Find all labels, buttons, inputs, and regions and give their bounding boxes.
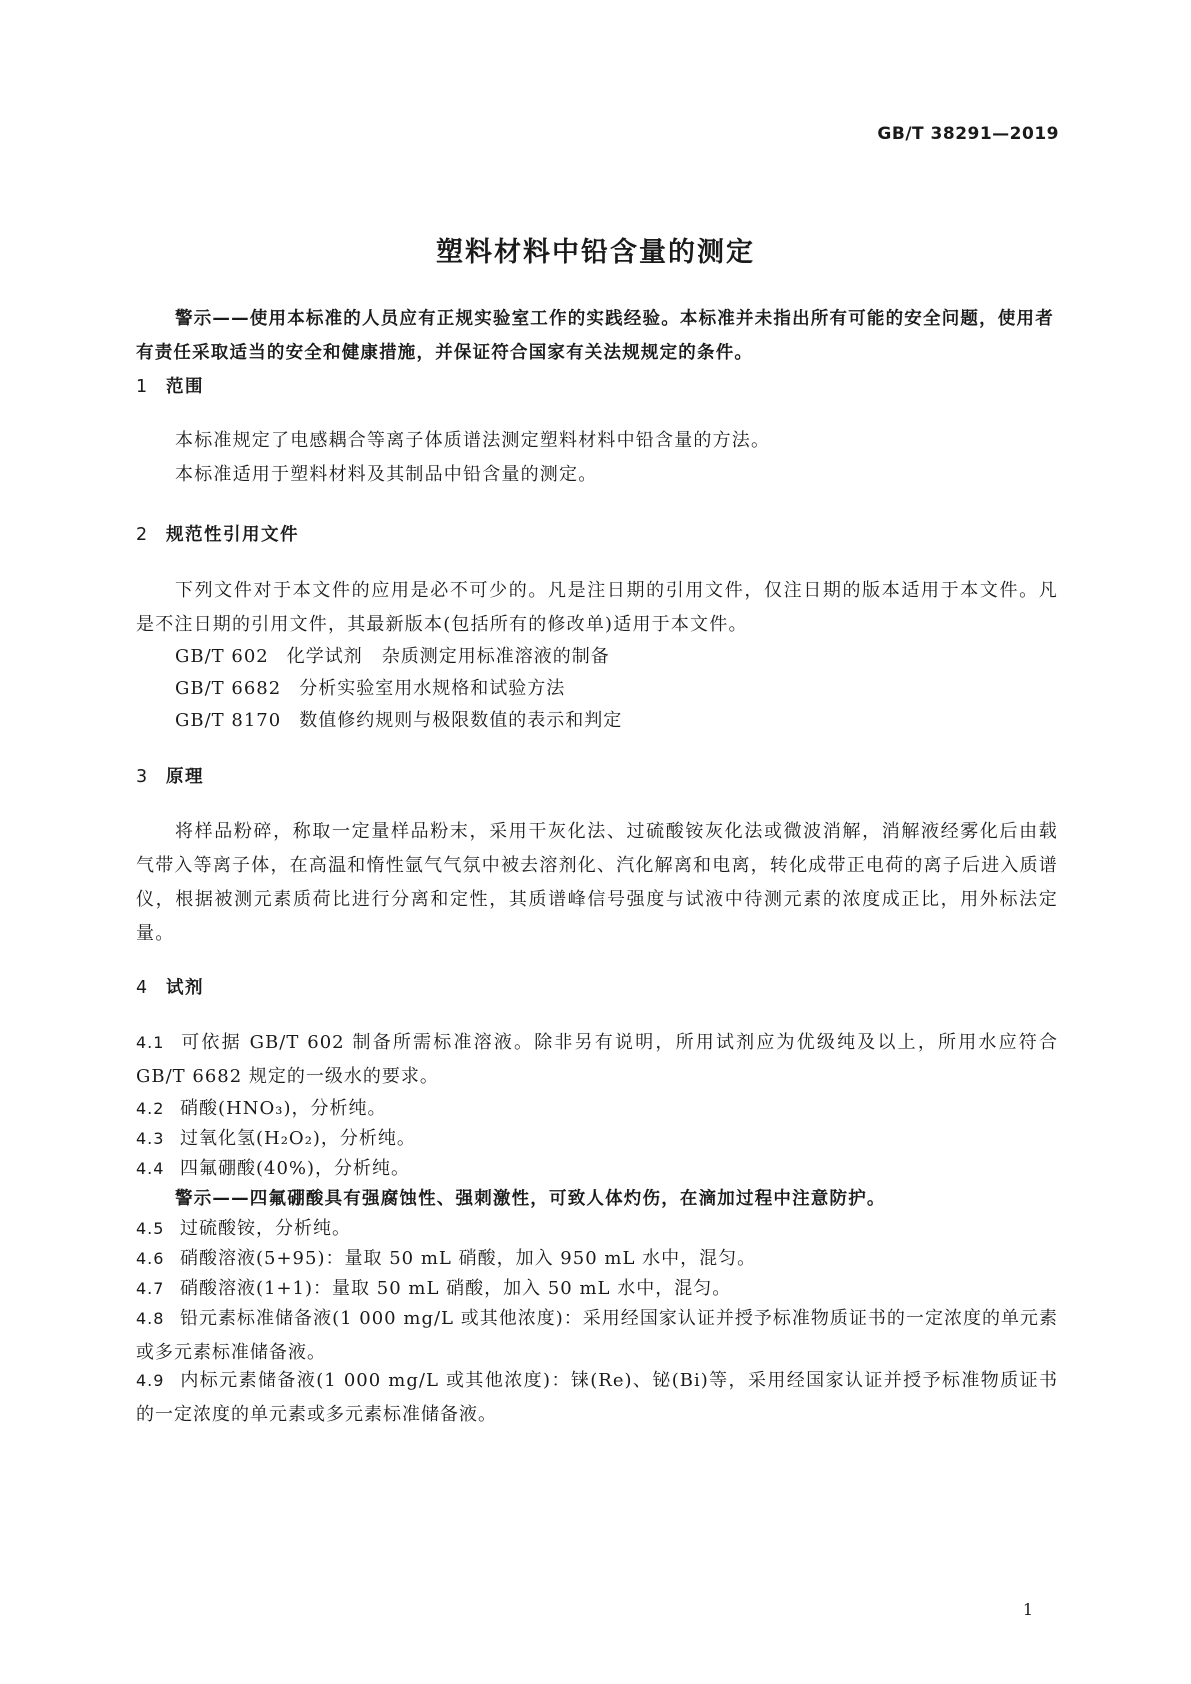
section-title: 原理 xyxy=(166,767,204,787)
reagent-item xyxy=(136,1026,1058,1094)
reagent-item xyxy=(136,1242,1058,1276)
reagent-item xyxy=(136,1272,1058,1306)
reagent-item xyxy=(136,1092,1058,1126)
reagent-number: 4.7 xyxy=(136,1279,165,1298)
safety-warning: 警示——使用本标准的人员应有正规实验室工作的实践经验。本标准并未指出所有可能的安全问题，使用者有责任采取适当的安全和健康措施，并保证符合国家有关法规规定的条件。 xyxy=(136,309,1054,363)
section-heading-principle xyxy=(136,763,204,788)
reagent-number: 4.4 xyxy=(136,1159,165,1178)
reagent-text: 硝酸(HNO₃)，分析纯。 xyxy=(180,1098,387,1119)
reagent-number: 4.3 xyxy=(136,1129,165,1148)
reference-code: GB/T 6682 xyxy=(175,678,282,699)
reagent-text: 硝酸溶液(5+95)：量取 50 mL 硝酸，加入 950 mL 水中，混匀。 xyxy=(180,1248,757,1269)
section-heading-reagents xyxy=(136,974,204,999)
page-number: 1 xyxy=(1022,1600,1033,1619)
reagent-text: 铅元素标准储备液(1 000 mg/L 或其他浓度)：采用经国家认证并授予标准物质证书的一定浓度的单元素或多元素标准储备液。 xyxy=(136,1308,1058,1363)
reagent-text: 内标元素储备液(1 000 mg/L 或其他浓度)：铼(Re)、铋(Bi)等，采用经国家认证并授予标准物质证书的一定浓度的单元素或多元素标准储备液。 xyxy=(136,1370,1058,1425)
reference-item xyxy=(175,674,565,700)
reagent-item xyxy=(136,1302,1058,1370)
principle-paragraph: 将样品粉碎，称取一定量样品粉末，采用干灰化法、过硫酸铵灰化法或微波消解，消解液经雾化后由载气带入等离子体，在高温和惰性氩气气氛中被去溶剂化、汽化解离和电离，转化成带正电荷的离子后进入质谱仪，根据被测元素质荷比进行分离和定性，其质谱峰信号强度与试液中待测元素的浓度成正比，用外标法定量。 xyxy=(136,821,1058,944)
reference-title: 化学试剂 杂质测定用标准溶液的制备 xyxy=(286,646,610,667)
reagent-number: 4.2 xyxy=(136,1099,165,1118)
tetrafluoroboric-acid-warning: 警示——四氟硼酸具有强腐蚀性、强刺激性，可致人体灼伤，在滴加过程中注意防护。 xyxy=(175,1189,886,1209)
reagent-text: 过硫酸铵，分析纯。 xyxy=(180,1218,351,1239)
scope-paragraph-2: 本标准适用于塑料材料及其制品中铅含量的测定。 xyxy=(175,464,598,485)
section-number: 4 xyxy=(136,978,149,998)
reagent-number: 4.1 xyxy=(136,1033,165,1052)
reagent-text: 可依据 GB/T 602 制备所需标准溶液。除非另有说明，所用试剂应为优级纯及以上，所用水应符合 GB/T 6682 规定的一级水的要求。 xyxy=(136,1032,1058,1087)
reference-item xyxy=(175,706,622,732)
reagent-number: 4.8 xyxy=(136,1309,165,1328)
section-number: 3 xyxy=(136,767,149,787)
section-title: 范围 xyxy=(166,377,204,397)
reference-title: 数值修约规则与极限数值的表示和判定 xyxy=(299,710,623,731)
reagent-text: 硝酸溶液(1+1)：量取 50 mL 硝酸，加入 50 mL 水中，混匀。 xyxy=(180,1278,732,1299)
reference-item xyxy=(175,642,610,668)
reagent-item xyxy=(136,1364,1058,1432)
reagent-number: 4.5 xyxy=(136,1219,165,1238)
section-number: 2 xyxy=(136,525,149,545)
reagent-number: 4.9 xyxy=(136,1371,165,1390)
reference-code: GB/T 8170 xyxy=(175,710,282,731)
standard-code-header: GB/T 38291—2019 xyxy=(877,124,1059,144)
section-title: 规范性引用文件 xyxy=(166,525,299,545)
section-title: 试剂 xyxy=(166,978,204,998)
section-heading-scope xyxy=(136,373,204,398)
document-title: 塑料材料中铅含量的测定 xyxy=(436,237,755,268)
section-number: 1 xyxy=(136,377,149,397)
reagent-text: 过氧化氢(H₂O₂)，分析纯。 xyxy=(180,1128,416,1149)
section-heading-normative-references xyxy=(136,521,299,546)
reagent-item xyxy=(136,1122,1058,1156)
normative-intro-paragraph: 下列文件对于本文件的应用是必不可少的。凡是注日期的引用文件，仅注日期的版本适用于本文件。凡是不注日期的引用文件，其最新版本(包括所有的修改单)适用于本文件。 xyxy=(136,580,1058,635)
reagent-number: 4.6 xyxy=(136,1249,165,1268)
reagent-item xyxy=(136,1212,1058,1246)
reference-code: GB/T 602 xyxy=(175,646,269,667)
reagent-item xyxy=(136,1152,1058,1186)
reference-title: 分析实验室用水规格和试验方法 xyxy=(299,678,566,699)
reagent-text: 四氟硼酸(40%)，分析纯。 xyxy=(180,1158,411,1179)
scope-paragraph-1: 本标准规定了电感耦合等离子体质谱法测定塑料材料中铅含量的方法。 xyxy=(175,430,771,451)
